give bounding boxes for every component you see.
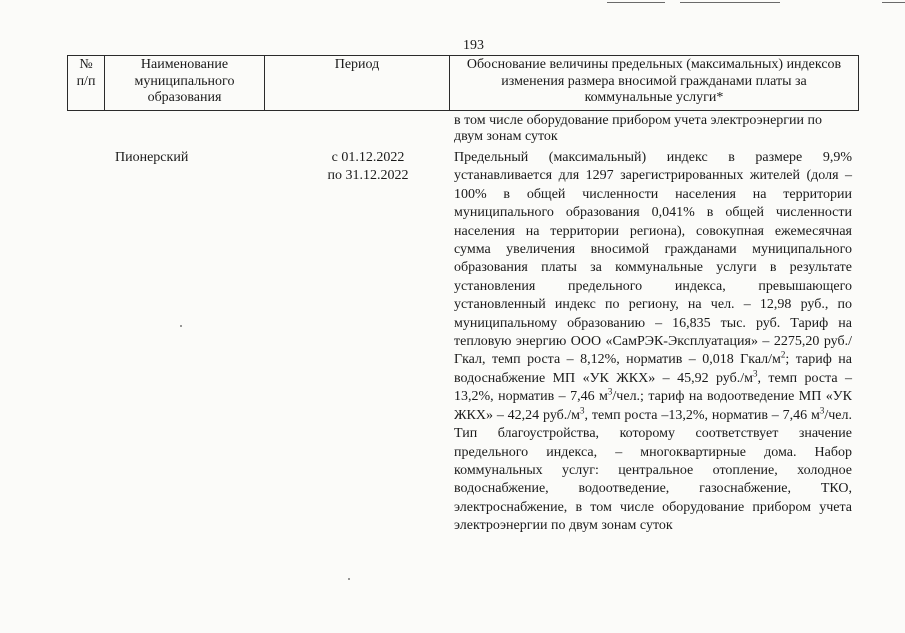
table-header: [67, 55, 859, 111]
scan-speck: [348, 578, 350, 580]
continuation-text: в том числе оборудование прибором учета электроэнергии по двум зонам суток: [454, 113, 823, 144]
superscript: 2: [780, 349, 786, 360]
superscript: 3: [819, 405, 825, 416]
basis-part: ; тариф на водоснабжение МП «УК ЖКХ» – 45,92 руб./м: [454, 352, 852, 386]
header-number: [68, 56, 105, 111]
header-number-label: № п/п: [76, 57, 96, 89]
superscript: 3: [753, 368, 758, 379]
header-period: [265, 56, 450, 111]
period-from: с 01.12.2022: [331, 150, 405, 165]
basis-part: /чел.; тариф на водоотведение МП «УК ЖКХ» – 42,24 руб./м: [454, 389, 852, 423]
basis-part: /чел. Тип благоустройства, которому соответствует значение предельного индекса, – многоквартирные дома. Набор коммунальных услуг: центральное отопление, холодное водоснабжение, водоотведение, газоснабжение, ТКО, электроснабжение, в том числе оборудование прибором учета электроэнергии по двум зонам суток: [454, 407, 853, 534]
header-basis-label: Обоснование величины предельных (максимальных) индексов изменения размера вносимой гражданами платы за коммунальные услуги*: [466, 57, 842, 105]
header-municipality-label: Наименование муниципального образования: [134, 57, 235, 105]
period-to: по 31.12.2022: [327, 168, 409, 184]
scan-speck: [180, 325, 182, 327]
header-basis: [450, 56, 859, 111]
header-period-label: Период: [334, 57, 380, 72]
header-municipality: [105, 56, 265, 111]
superscript: 3: [607, 386, 613, 397]
scan-edge-line: [882, 2, 905, 3]
period-cell: [318, 149, 418, 186]
page-number: 193: [463, 38, 484, 53]
scan-edge-line: [607, 2, 665, 3]
basis-part: , темп роста – 13,2%, норматив – 7,46 м: [454, 370, 853, 405]
basis-text: [454, 149, 852, 536]
municipality-name: Пионерский: [115, 150, 189, 165]
basis-part: Предельный (максимальный) индекс в размере 9,9% устанавливается для 1297 зарегистрированных жителей (доля – 100% в общей численности населения на территории муниципального образования 0,041% в общей численности населения на территории региона), совокупная ежемесячная сумма увеличения вносимой гражданами муниципального образования платы за коммунальные услуги в результате установления предельного индекса, превышающего установленный индекс по региону, на чел. – 12,98 руб., по муниципальному образованию – 16,835 тыс. руб. Тариф на тепловую энергию ООО «СамРЭК-Эксплуатация» – 2275,20 руб./Гкал, темп роста – 8,12%, норматив – 0,018 Гкал/м: [454, 150, 852, 368]
superscript: 3: [580, 405, 585, 416]
scan-edge-line: [680, 2, 780, 3]
basis-part: , темп роста –13,2%, норматив – 7,46 м: [584, 407, 820, 423]
